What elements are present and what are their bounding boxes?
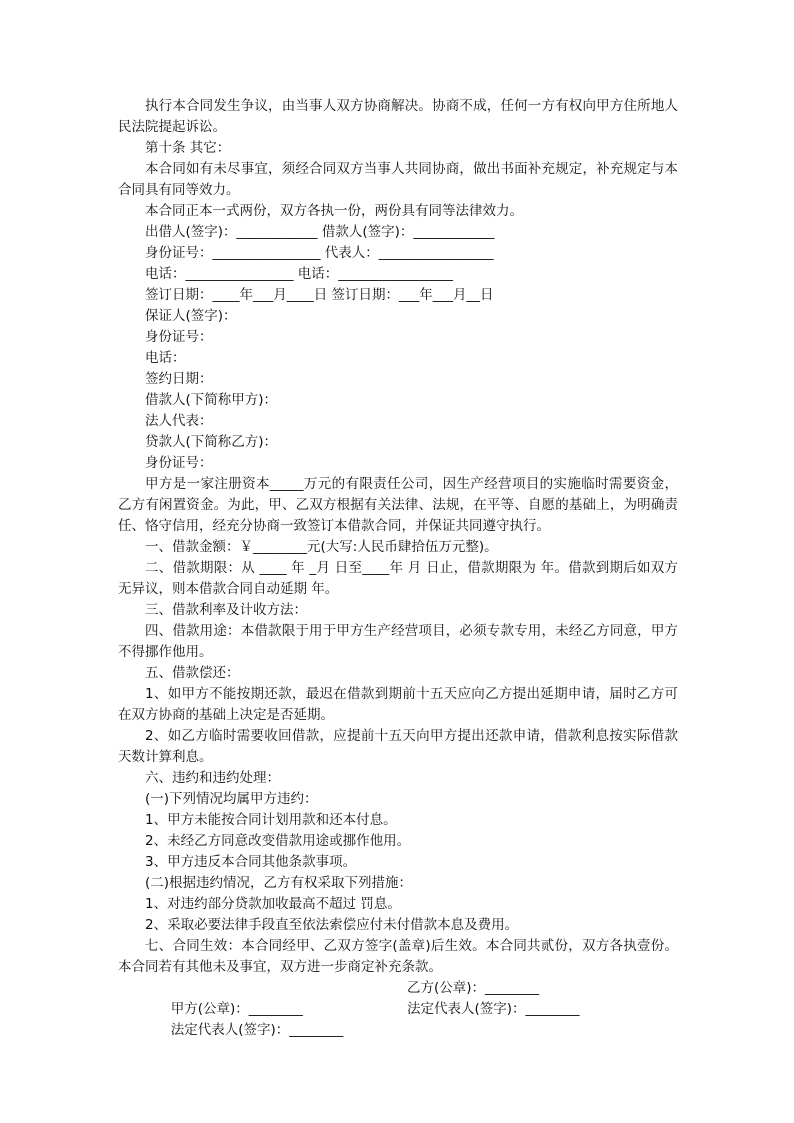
contract-body bbox=[118, 96, 678, 1038]
effectiveness-clause: 七、合同生效：本合同经甲、乙双方签字(盖章)后生效。本合同共贰份，双方各执壹份。本合同若有其他未及事宜，双方进一步商定补充条款。 bbox=[118, 938, 678, 975]
guarantor-signature: 保证人(签字)： bbox=[145, 308, 237, 324]
supplement-clause: 本合同如有未尽事宜，须经合同双方当事人共同协商，做出书面补充规定，补充规定与本合同具有同等效力。 bbox=[118, 161, 678, 198]
breach-item-3: 3、甲方违反本合同其他条款事项。 bbox=[145, 854, 357, 870]
interest-rate: 三、借款利率及计收方法： bbox=[145, 602, 307, 618]
copies-clause: 本合同正本一式两份，双方各执一份，两份具有同等法律效力。 bbox=[145, 203, 523, 219]
measure-item-2: 2、采取必要法律手段直至依法索偿应付未付借款本息及费用。 bbox=[145, 917, 519, 933]
signature-line-lender-borrower: 出借人(签字)：____________ 借款人(签字)：____________ bbox=[145, 224, 495, 240]
guarantor-id: 身份证号： bbox=[145, 329, 213, 345]
breach-subheading-2: (二)根据违约情况，乙方有权采取下列措施： bbox=[145, 875, 413, 891]
breach-heading: 六、违约和违约处理： bbox=[145, 770, 280, 786]
lender-party-b: 贷款人(下简称乙方)： bbox=[145, 434, 278, 450]
repayment-item-1: 1、如甲方不能按期还款，最迟在借款到期前十五天应向乙方提出延期申请，届时乙方可在双方协商的基础上决定是否延期。 bbox=[118, 686, 678, 723]
party-a-legal-rep: 法定代表人(签字)：________ bbox=[170, 1022, 344, 1038]
borrower-party-a: 借款人(下简称甲方)： bbox=[145, 392, 278, 408]
dispute-clause: 执行本合同发生争议，由当事人双方协商解决。协商不成，任何一方有权向甲方住所地人民法院提起诉讼。 bbox=[118, 98, 678, 135]
party-b-legal-rep: 法定代表人(签字)：________ bbox=[407, 1001, 580, 1017]
repayment-heading: 五、借款偿还： bbox=[145, 665, 240, 681]
repayment-item-2: 2、如乙方临时需要收回借款，应提前十五天向甲方提出还款申请，借款利息按实际借款天数计算利息。 bbox=[118, 728, 678, 765]
breach-item-2: 2、未经乙方同意改变借款用途或挪作他用。 bbox=[145, 833, 411, 849]
breach-item-1: 1、甲方未能按合同计划用款和还本付息。 bbox=[145, 812, 397, 828]
party-a-seal: 甲方(公章)：________ bbox=[170, 1001, 303, 1017]
loan-purpose: 四、借款用途：本借款限于用于甲方生产经营项目，必须专款专用，未经乙方同意，甲方不得挪作他用。 bbox=[118, 623, 678, 660]
party-b-seal: 乙方(公章)：________ bbox=[407, 980, 540, 996]
phone-line: 电话：________________ 电话：_________________ bbox=[145, 266, 454, 282]
preamble: 甲方是一家注册资本_____万元的有限责任公司，因生产经营项目的实施临时需要资金，乙方有闲置资金。为此，甲、乙双方根据有关法律、法规，在平等、自愿的基础上，为明确责任、恪守信用，经充分协商一致签订本借款合同，并保证共同遵守执行。 bbox=[118, 476, 678, 534]
lender-id: 身份证号： bbox=[145, 455, 213, 471]
contract-date: 签约日期： bbox=[145, 371, 213, 387]
id-representative-line: 身份证号：________________ 代表人：_________________ bbox=[145, 245, 494, 261]
loan-term: 二、借款期限：从 ____ 年 _月 日至____年 月 日止，借款期限为 年。借款到期后如双方无异议，则本借款合同自动延期 年。 bbox=[118, 560, 678, 597]
loan-amount: 一、借款金额：￥________元(大写:人民币肆拾伍万元整)。 bbox=[145, 539, 498, 555]
breach-subheading-1: (一)下列情况均属甲方违约： bbox=[145, 791, 318, 807]
signing-date-line: 签订日期：____年___月____日 签订日期：___年___月__日 bbox=[145, 287, 494, 303]
legal-rep-signature-line bbox=[118, 999, 678, 1038]
guarantor-phone: 电话： bbox=[145, 350, 186, 366]
article-10-heading: 第十条 其它： bbox=[145, 140, 231, 156]
legal-representative: 法人代表： bbox=[145, 413, 213, 429]
measure-item-1: 1、对违约部分贷款加收最高不超过 罚息。 bbox=[145, 896, 401, 912]
